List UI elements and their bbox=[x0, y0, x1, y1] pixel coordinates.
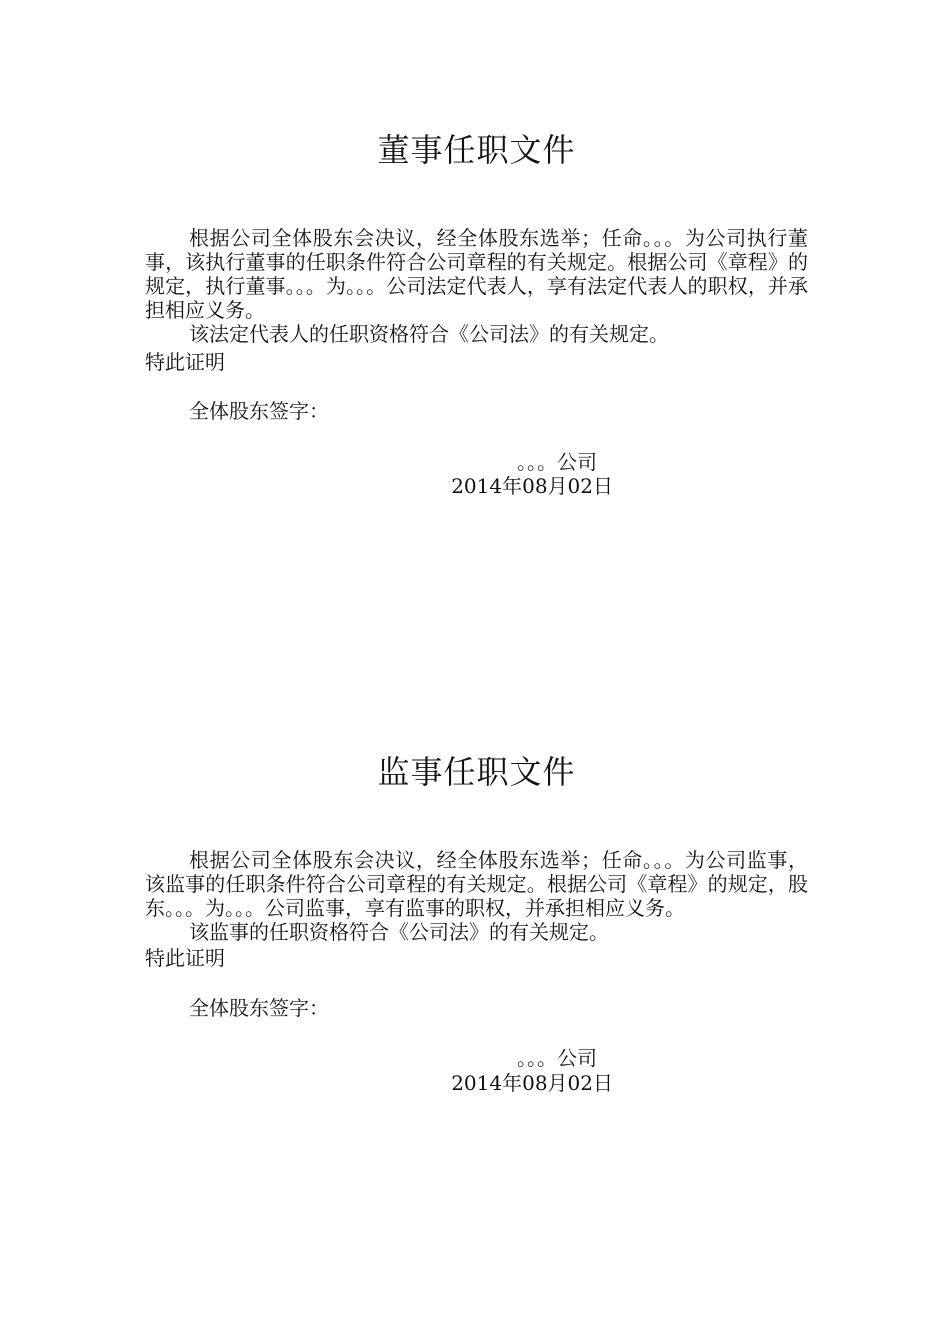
supervisor-certify-text: 特此证明 bbox=[145, 946, 225, 970]
director-paragraph-appointment: 根据公司全体股东会决议，经全体股东选举；任命。。。为公司执行董事，该执行董事的任职条件符合公司章程的有关规定。根据公司《章程》的规定，执行董事。。。为。。。公司法定代表人，享有法定代表人的职权，并承担相应义务。 bbox=[145, 226, 808, 322]
supervisor-document-title: 监事任职文件 bbox=[377, 753, 576, 791]
supervisor-company-name: 。。。公司 bbox=[517, 1046, 597, 1070]
director-company-name: 。。。公司 bbox=[517, 450, 597, 474]
director-document-title: 董事任职文件 bbox=[377, 131, 576, 169]
supervisor-document-date: 2014年08月02日 bbox=[451, 1071, 613, 1095]
director-shareholder-signature-label: 全体股东签字： bbox=[189, 399, 329, 423]
supervisor-shareholder-signature-label: 全体股东签字： bbox=[189, 996, 329, 1020]
supervisor-document-body bbox=[145, 848, 808, 944]
director-certify-text: 特此证明 bbox=[145, 350, 225, 374]
supervisor-paragraph-qualification: 该监事的任职资格符合《公司法》的有关规定。 bbox=[189, 920, 609, 944]
director-document-date: 2014年08月02日 bbox=[451, 474, 613, 498]
director-paragraph-qualification: 该法定代表人的任职资格符合《公司法》的有关规定。 bbox=[189, 322, 669, 346]
supervisor-paragraph-appointment: 根据公司全体股东会决议，经全体股东选举；任命。。。为公司监事，该监事的任职条件符合公司章程的有关规定。根据公司《章程》的规定，股东。。。为。。。公司监事，享有监事的职权，并承担相应义务。 bbox=[145, 848, 808, 920]
supervisor-appointment-section bbox=[145, 0, 808, 1120]
